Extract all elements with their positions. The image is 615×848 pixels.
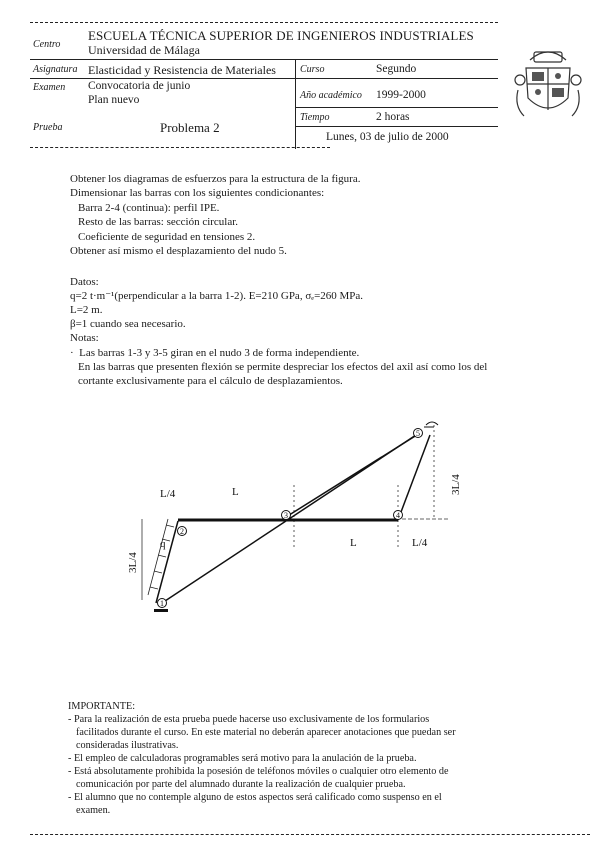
node-4-label: 4 — [396, 511, 400, 520]
examen-label: Examen — [33, 82, 66, 93]
datos-q: q=2 t·m⁻¹(perpendicular a la barra 1-2). E=210 GPa, σₑ=260 MPa. — [70, 290, 364, 302]
curso-label: Curso — [300, 64, 325, 75]
important-item-2-text: El empleo de calculadoras programables será motivo para la anulación de la prueba. — [73, 753, 417, 764]
curso-value: Segundo — [376, 63, 417, 75]
support-node-1 — [154, 609, 168, 612]
datos-beta: β=1 cuando sea necesario. — [70, 318, 186, 330]
header-top-rule — [30, 22, 498, 23]
node-1-label: 1 — [160, 599, 164, 608]
label-L-top: L — [232, 486, 239, 498]
structure-figure — [120, 415, 480, 625]
nota-1-text: Las barras 1-3 y 3-5 giran en el nudo 3 de forma independiente. — [79, 347, 360, 359]
anio-value: 1999-2000 — [376, 89, 426, 101]
node-5-label: 5 — [416, 429, 420, 438]
statement-line-1: Obtener los diagramas de esfuerzos para la estructura de la figura. — [70, 173, 361, 185]
prueba-value: Problema 2 — [160, 120, 220, 135]
header-rule-3 — [296, 107, 498, 108]
nota-2: En las barras que presenten flexión se permite despreciar los efectos del axil así como los del — [78, 361, 488, 373]
examen-value-1: Convocatoria de junio — [88, 80, 191, 92]
important-item-1b: facilitados durante el curso. En este material no deberán aparecer anotaciones que puedan ser — [76, 727, 456, 738]
important-item-1c: consideradas ilustrativas. — [76, 740, 179, 751]
header-bottom-rule — [30, 147, 330, 148]
support-node-5 — [424, 422, 438, 427]
header-rule-2 — [30, 78, 498, 79]
nota-1: · Las barras 1-3 y 3-5 giran en el nudo 3 de forma independiente. — [70, 347, 360, 359]
important-item-3a-text: Está absolutamente prohibida la posesión de teléfonos móviles o cualquier otro elemento de — [73, 766, 449, 777]
label-3L4-left: 3L/4 — [127, 552, 139, 573]
label-L-bottom: L — [350, 537, 357, 549]
label-L4-top: L/4 — [160, 488, 176, 500]
label-q: q — [160, 538, 166, 550]
datos-L: L=2 m. — [70, 304, 103, 316]
important-heading: IMPORTANTE: — [68, 701, 136, 712]
university-name: Universidad de Málaga — [88, 43, 200, 57]
datos-heading: Datos: — [70, 276, 99, 288]
important-item-3b: comunicación por parte del alumnado durante la realización de cualquier prueba. — [76, 779, 406, 790]
notas-heading: Notas: — [70, 332, 99, 344]
header-rule-1 — [30, 59, 498, 60]
statement-line-4: Resto de las barras: sección circular. — [78, 216, 239, 228]
important-item-4a: - El alumno que no contemple alguno de estos aspectos será calificado como suspenso en el — [68, 792, 442, 803]
statement-line-5: Coeficiente de seguridad en tensiones 2. — [78, 231, 256, 243]
important-item-3a: - Está absolutamente prohibida la posesión de teléfonos móviles o cualquier otro elemento de — [68, 766, 449, 777]
bar-1-2 — [156, 521, 178, 603]
nota-3: cortante exclusivamente para el cálculo de desplazamientos. — [78, 375, 343, 387]
university-seal-icon — [512, 40, 584, 126]
important-item-2: - El empleo de calculadoras programables será motivo para la anulación de la prueba. — [68, 753, 417, 764]
footer-rule — [30, 834, 590, 835]
asignatura-value: Elasticidad y Resistencia de Materiales — [88, 63, 276, 77]
important-item-4a-text: El alumno que no contemple alguno de estos aspectos será calificado como suspenso en el — [73, 792, 442, 803]
node-2-label: 2 — [180, 527, 184, 536]
bar-3-5 — [286, 433, 420, 517]
label-3L4-right: 3L/4 — [450, 474, 462, 495]
examen-value-2: Plan nuevo — [88, 94, 140, 106]
school-name: ESCUELA TÉCNICA SUPERIOR DE INGENIEROS INDUSTRIALES — [88, 28, 474, 43]
tiempo-value: 2 horas — [376, 111, 410, 123]
label-L4-bottom: L/4 — [412, 537, 428, 549]
bar-4-5 — [398, 435, 430, 520]
header-vertical-divider — [295, 59, 296, 149]
asignatura-label: Asignatura — [33, 64, 78, 75]
node-3-label: 3 — [284, 511, 288, 520]
exam-date: Lunes, 03 de julio de 2000 — [326, 131, 449, 143]
centro-label: Centro — [33, 39, 61, 50]
statement-line-2: Dimensionar las barras con los siguientes condicionantes: — [70, 187, 325, 199]
statement-line-6: Obtener así mismo el desplazamiento del nudo 5. — [70, 245, 287, 257]
important-item-4b: examen. — [76, 805, 111, 816]
tiempo-label: Tiempo — [300, 112, 330, 123]
prueba-label: Prueba — [33, 122, 63, 133]
important-item-1a: - Para la realización de esta prueba puede hacerse uso exclusivamente de los formularios — [68, 714, 430, 725]
anio-label: Año académico — [300, 90, 362, 101]
important-item-1a-text: Para la realización de esta prueba puede hacerse uso exclusivamente de los formularios — [73, 714, 430, 725]
header-rule-4 — [296, 126, 498, 127]
statement-line-3: Barra 2-4 (continua): perfil IPE. — [78, 202, 220, 214]
